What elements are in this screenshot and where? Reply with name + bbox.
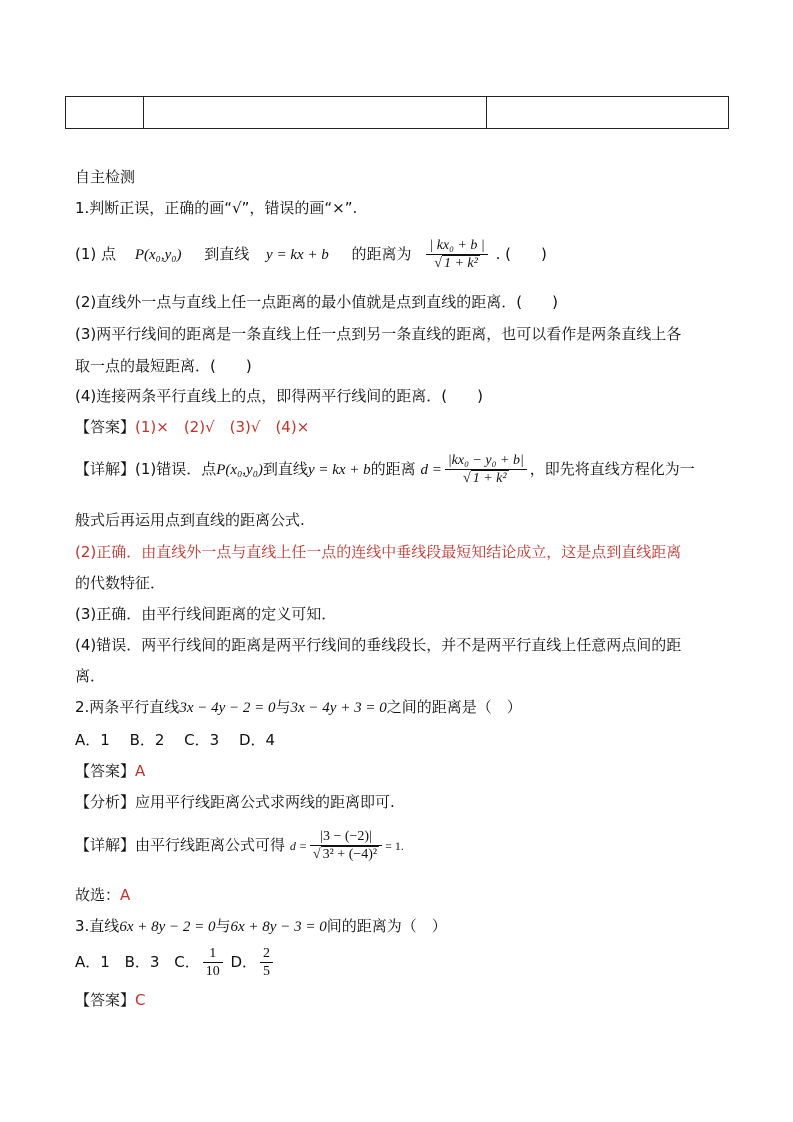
choice-value: A bbox=[120, 886, 131, 904]
detail1-fraction: $\frac{\text{|kx₀ − y₀ + b|}}{\text{√ 1 + k²}}$ bbox=[445, 452, 527, 488]
detail1-text-e: ，即先将直线方程化为一 bbox=[529, 460, 695, 478]
fraction-numerator: 1 bbox=[203, 945, 223, 964]
detail-result: = 1. bbox=[385, 839, 404, 853]
detail-label: 【详解】 bbox=[75, 836, 136, 854]
q2-options: A．1 B．2 C．3 D．4 bbox=[75, 731, 276, 749]
q1-item1-mid: 到直线 bbox=[204, 245, 250, 263]
q1-item4: (4)连接两条平行直线上的点，即得两平行线间的距离．( ) bbox=[75, 387, 483, 405]
answer-value: A bbox=[135, 762, 146, 780]
answer-text: (1)× (2)√ (3)√ (4)× bbox=[135, 418, 310, 436]
detail-d: d = bbox=[289, 839, 307, 853]
detail1-text-c: 的距离 bbox=[370, 460, 416, 478]
choice-label: 故选： bbox=[75, 886, 121, 904]
q2-analysis bbox=[75, 791, 395, 812]
fraction-numerator: |kx₀ − y₀ + b| bbox=[445, 452, 527, 471]
detail1-point: P(x₀,y₀) bbox=[216, 462, 263, 478]
q3-option-c: C． bbox=[174, 953, 200, 971]
fraction-numerator: 2 bbox=[260, 945, 273, 964]
q2-answer bbox=[75, 760, 145, 781]
q3-option-a: A．1 bbox=[75, 953, 110, 971]
q3-eq2: 6x + 8y − 3 = 0 bbox=[230, 919, 327, 935]
fraction-numerator: |3 − (−2)| bbox=[310, 828, 382, 847]
q1-item3-line2: 取一点的最短距离．( ) bbox=[75, 357, 252, 375]
q3-stem-a: 3.直线 bbox=[75, 917, 120, 935]
q1-detail3: (3)正确．由平行线间距离的定义可知． bbox=[75, 605, 337, 623]
q3-option-d: D． bbox=[230, 953, 258, 971]
q1-stem: 1.判断正误，正确的画“√”，错误的画“×”. bbox=[75, 199, 358, 217]
q3-stem-c: 间的距离为（ ） bbox=[326, 917, 447, 935]
detail1-line: y = kx + b bbox=[307, 462, 371, 478]
q1-item1-line: y = kx + b bbox=[266, 247, 329, 263]
fraction-denominator: 5 bbox=[263, 964, 271, 979]
header-table bbox=[65, 96, 729, 129]
q1-detail2-line1: (2)正确．由直线外一点与直线上任一点的连线中垂线段最短知结论成立，这是点到直线距离 bbox=[75, 543, 682, 561]
q3-option-b: B．3 bbox=[124, 953, 160, 971]
fraction-denominator: 1 + k² bbox=[443, 256, 478, 271]
q1-detail4-line1: (4)错误．两平行线间的距离是两平行线间的垂线段长，并不是两平行直线上任意两点间的距 bbox=[75, 636, 682, 654]
q1-detail4-line2: 离． bbox=[75, 667, 106, 685]
q2-stem-a: 2.两条平行直线 bbox=[75, 698, 180, 716]
fraction-numerator: | kx₀ + b | bbox=[426, 237, 487, 256]
q2-choice bbox=[75, 884, 130, 905]
q3-stem bbox=[75, 915, 447, 936]
q3-answer bbox=[75, 989, 146, 1010]
answer-value: C bbox=[135, 991, 146, 1009]
answer-label: 【答案】 bbox=[75, 762, 136, 780]
q1-item1-dist: 的距离为 bbox=[351, 245, 412, 263]
fraction-denominator: 3² + (−4)² bbox=[322, 847, 378, 862]
detail-label: 【详解】 bbox=[75, 460, 136, 478]
section-title: 自主检测 bbox=[75, 168, 136, 186]
q1-item1-paren: . ( ) bbox=[495, 245, 547, 263]
q1-item3-line1: (3)两平行线间的距离是一条直线上任一点到另一条直线的距离，也可以看作是两条直线上各 bbox=[75, 325, 682, 343]
q3-options bbox=[75, 942, 276, 982]
table-cell bbox=[487, 97, 729, 129]
table-cell bbox=[144, 97, 487, 129]
detail1-d: d = bbox=[420, 462, 442, 478]
q1-answer bbox=[75, 416, 309, 437]
detail1-text-b: 到直线 bbox=[262, 460, 308, 478]
q2-eq1: 3x − 4y − 2 = 0 bbox=[179, 700, 276, 716]
table-cell bbox=[66, 97, 144, 129]
analysis-label: 【分析】 bbox=[75, 793, 136, 811]
detail1-text-a: (1)错误．点 bbox=[135, 460, 217, 478]
q2-detail-fraction: $\frac{|3 - (-2)|}{\text{√ 3² + (−4)²}}$ bbox=[310, 828, 382, 864]
detail-text: 由平行线距离公式可得 bbox=[135, 836, 286, 854]
q3-stem-b: 与 bbox=[215, 917, 231, 935]
q3-option-d-fraction bbox=[260, 945, 273, 981]
q3-option-c-fraction bbox=[203, 945, 223, 981]
q2-stem-b: 与 bbox=[275, 698, 291, 716]
q2-eq2: 3x − 4y + 3 = 0 bbox=[290, 700, 387, 716]
q1-item1 bbox=[75, 232, 547, 277]
q1-item2: (2)直线外一点与直线上任一点距离的最小值就是点到直线的距离．( ) bbox=[75, 293, 558, 311]
answer-label: 【答案】 bbox=[75, 991, 136, 1009]
fraction-denominator: 1 + k² bbox=[472, 471, 507, 486]
fraction-denominator: 10 bbox=[205, 964, 220, 979]
analysis-text: 应用平行线距离公式求两线的距离即可. bbox=[135, 793, 395, 811]
q3-eq1: 6x + 8y − 2 = 0 bbox=[119, 919, 216, 935]
q1-detail1 bbox=[75, 446, 695, 493]
q2-detail bbox=[75, 822, 404, 869]
q1-item1-fraction: $\frac{\text{| kx₀ + b |}}{\text{√ 1 + k²}}$ bbox=[426, 237, 487, 273]
q1-item1-point: P(x₀,y₀) bbox=[134, 247, 182, 263]
answer-label: 【答案】 bbox=[75, 418, 136, 436]
q1-item1-prefix: (1) 点 bbox=[75, 245, 117, 263]
q1-detail1-line2: 般式后再运用点到直线的距离公式. bbox=[75, 511, 305, 529]
q1-detail2-line2: 的代数特征． bbox=[75, 574, 166, 592]
q2-stem-c: 之间的距离是（ ） bbox=[386, 698, 522, 716]
q2-stem bbox=[75, 696, 522, 717]
